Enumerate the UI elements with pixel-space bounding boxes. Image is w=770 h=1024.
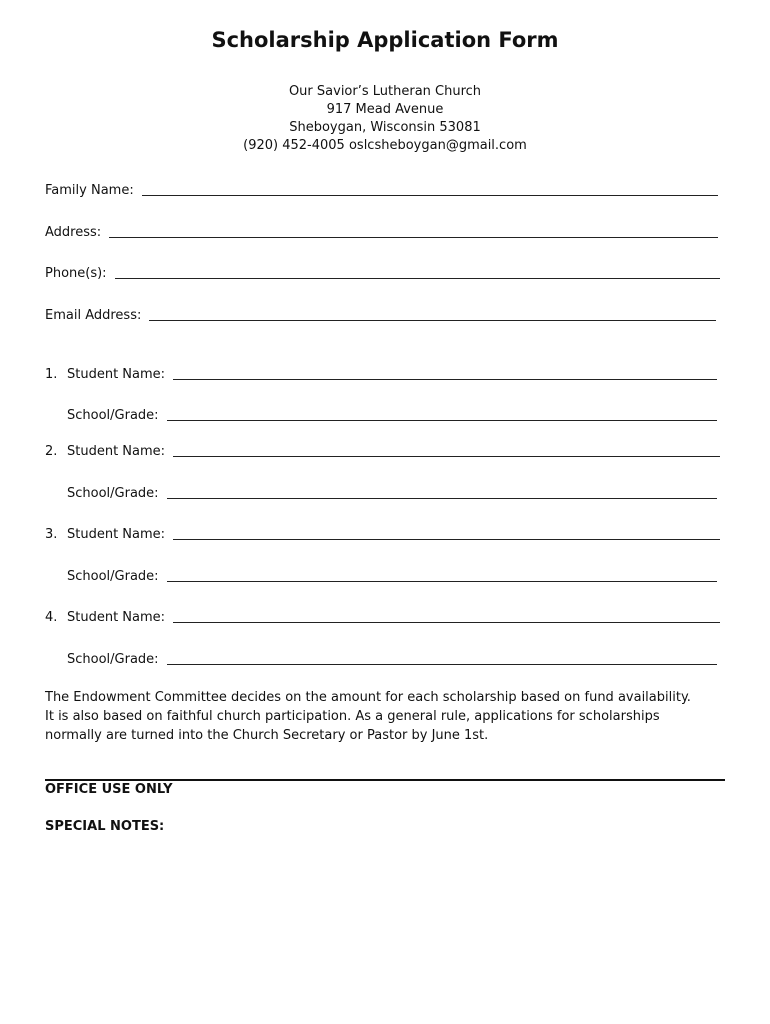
paragraph-line-1: The Endowment Committee decides on the amount for each scholarship based on fund availability. [45, 690, 691, 705]
student-4-school-field[interactable] [67, 647, 717, 667]
family-name-label: Family Name: [45, 183, 134, 198]
student-3-name-label: Student Name: [67, 527, 166, 542]
student-2-name-line[interactable] [173, 442, 720, 457]
student-1-name-field[interactable] [45, 362, 717, 382]
address-field[interactable] [45, 220, 718, 240]
address-line[interactable] [109, 223, 718, 238]
church-contact: (920) 452-4005 oslcsheboygan@gmail.com [243, 138, 527, 153]
student-1-name-label: Student Name: [67, 367, 166, 382]
office-divider [45, 779, 725, 781]
student-4-name-label: Student Name: [67, 610, 166, 625]
student-3-name-line[interactable] [173, 525, 720, 540]
student-1-number: 1. [45, 367, 58, 382]
paragraph-line-2: It is also based on faithful church participation. As a general rule, applications for scholarships [45, 709, 660, 724]
student-2-name-label: Student Name: [67, 444, 166, 459]
student-4-school-label: School/Grade: [67, 652, 159, 667]
student-3-school-field[interactable] [67, 564, 717, 584]
student-4-school-line[interactable] [167, 650, 717, 665]
student-1-name-line[interactable] [173, 365, 717, 380]
student-4-name-field[interactable] [45, 605, 720, 625]
office-use-heading: OFFICE USE ONLY [45, 782, 173, 797]
student-1-school-line[interactable] [167, 406, 717, 421]
church-street: 917 Mead Avenue [326, 102, 444, 117]
email-field[interactable] [45, 303, 716, 323]
address-label: Address: [45, 225, 102, 240]
phone-label: Phone(s): [45, 266, 107, 281]
form-title: Scholarship Application Form [211, 28, 559, 52]
family-name-field[interactable] [45, 178, 718, 198]
student-2-name-field[interactable] [45, 439, 720, 459]
student-2-number: 2. [45, 444, 58, 459]
family-name-line[interactable] [142, 181, 718, 196]
student-1-school-label: School/Grade: [67, 408, 159, 423]
student-3-school-line[interactable] [167, 567, 717, 582]
committee-paragraph [45, 688, 735, 745]
church-city: Sheboygan, Wisconsin 53081 [289, 120, 481, 135]
student-1-school-field[interactable] [67, 403, 717, 423]
student-3-name-field[interactable] [45, 522, 720, 542]
student-2-school-label: School/Grade: [67, 486, 159, 501]
email-label: Email Address: [45, 308, 142, 323]
paragraph-line-3: normally are turned into the Church Secretary or Pastor by June 1st. [45, 728, 489, 743]
church-name: Our Savior’s Lutheran Church [288, 84, 482, 99]
email-line[interactable] [149, 306, 716, 321]
phone-field[interactable] [45, 261, 720, 281]
phone-line[interactable] [115, 264, 720, 279]
student-2-school-line[interactable] [167, 484, 717, 499]
student-4-name-line[interactable] [173, 608, 720, 623]
student-3-school-label: School/Grade: [67, 569, 159, 584]
student-3-number: 3. [45, 527, 58, 542]
student-2-school-field[interactable] [67, 481, 717, 501]
special-notes-heading: SPECIAL NOTES: [45, 819, 165, 834]
student-4-number: 4. [45, 610, 58, 625]
